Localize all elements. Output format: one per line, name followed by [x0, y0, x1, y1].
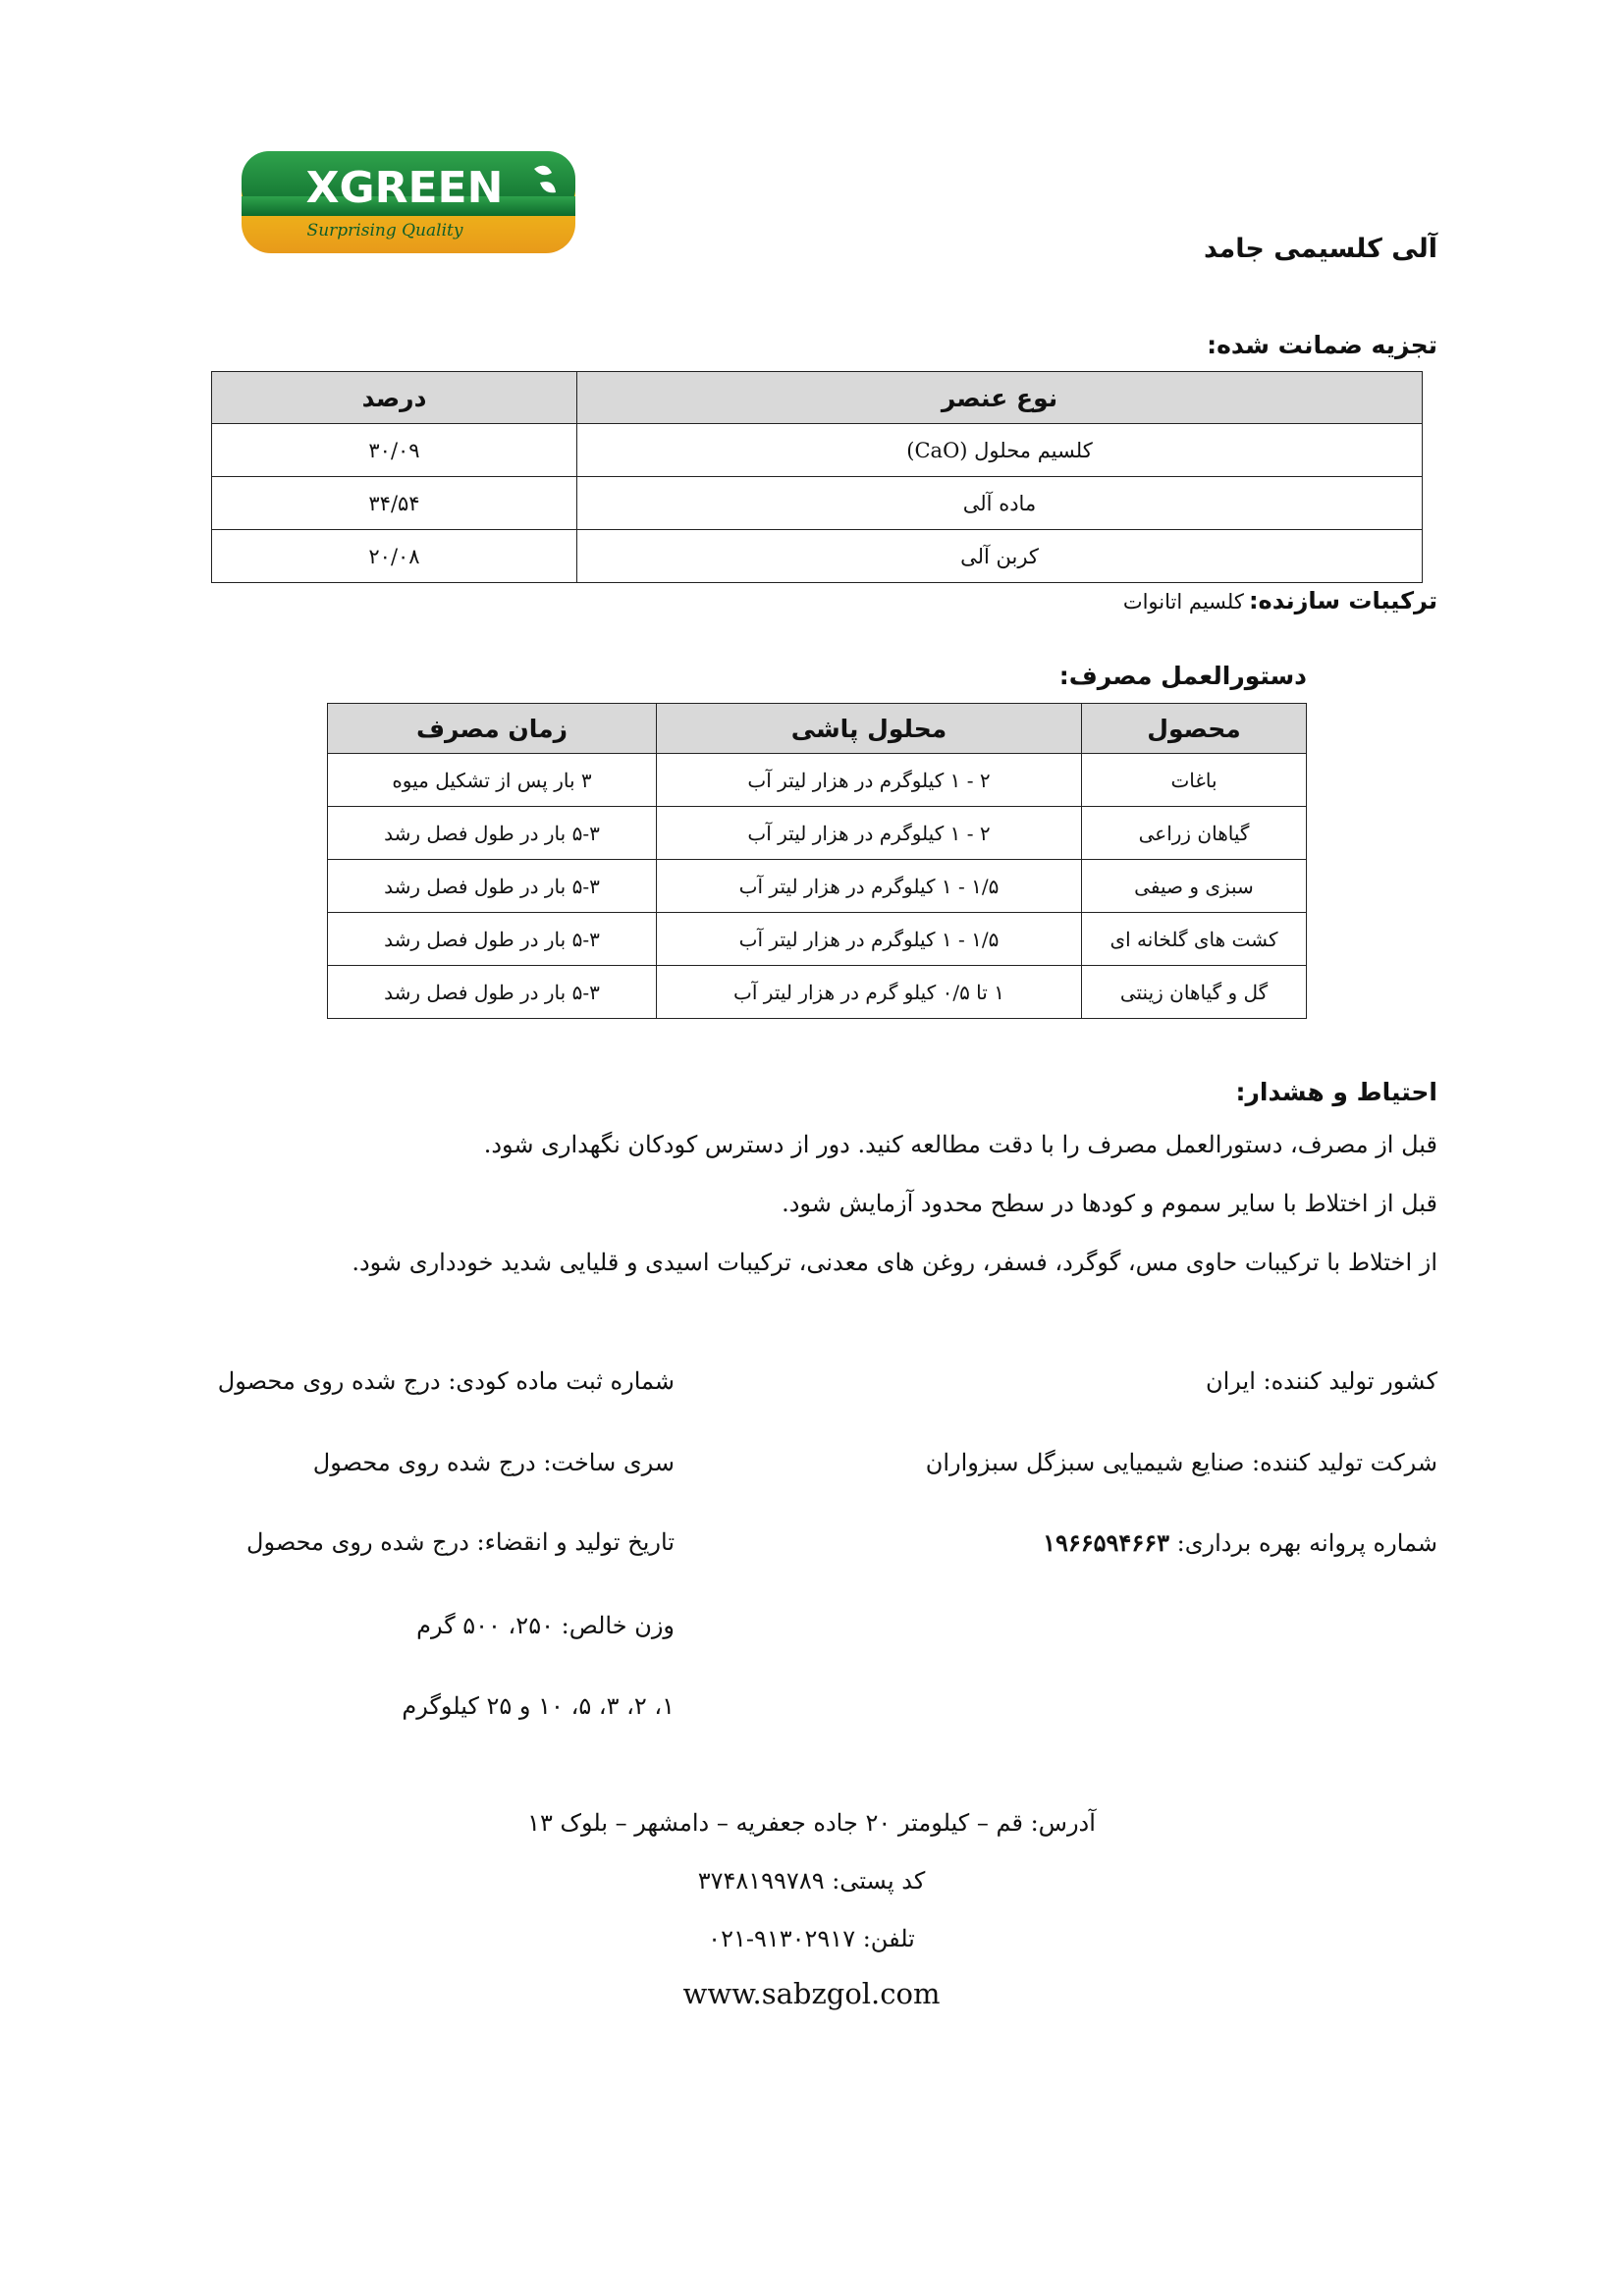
info-value: ۲۵۰، ۵۰۰ گرم — [416, 1612, 554, 1639]
info-label: شماره پروانه بهره برداری: — [1176, 1529, 1437, 1557]
info-weights-line: ۱، ۲، ۳، ۵، ۱۰ و ۲۵ کیلوگرم — [402, 1692, 675, 1720]
info-label: کشور تولید کننده: — [1263, 1367, 1437, 1395]
percent-cell: ۳۰/۰۹ — [212, 424, 577, 477]
table-row — [212, 530, 1423, 583]
percent-cell: ۲۰/۰۸ — [212, 530, 577, 583]
element-cell: کلسیم محلول (CaO) — [577, 424, 1423, 477]
warning-line: قبل از اختلاط با سایر سموم و کودها در سطح محدود آزمایش شود. — [782, 1190, 1437, 1217]
crop-cell: گیاهان زراعی — [1082, 807, 1307, 860]
header-percent: درصد — [212, 372, 577, 424]
info-label: سری ساخت: — [543, 1449, 675, 1476]
crop-cell: گل و گیاهان زینتی — [1082, 966, 1307, 1019]
info-label: شماره ثبت ماده کودی: — [448, 1367, 675, 1395]
info-value: صنایع شیمیایی سبزگل سبزواران — [925, 1449, 1245, 1476]
footer-address: آدرس: قم – کیلومتر ۲۰ جاده جعفریه – دامشهر – بلوک ۱۳ — [527, 1809, 1096, 1837]
xgreen-logo — [240, 147, 578, 257]
info-company — [926, 1449, 1437, 1476]
spray-cell: ۲ - ۱ کیلوگرم در هزار لیتر آب — [657, 754, 1082, 807]
spray-cell: ۱ تا ۰/۵ کیلو گرم در هزار لیتر آب — [657, 966, 1082, 1019]
info-label: شرکت تولید کننده: — [1252, 1449, 1437, 1476]
spray-cell: ۱/۵ - ۱ کیلوگرم در هزار لیتر آب — [657, 860, 1082, 913]
info-license — [1043, 1528, 1437, 1557]
info-registration — [218, 1367, 675, 1395]
header-time: زمان مصرف — [328, 704, 657, 754]
crop-cell: کشت های گلخانه ای — [1082, 913, 1307, 966]
ingredients-label: ترکیبات سازنده: — [1248, 587, 1437, 614]
table-header-row — [328, 704, 1307, 754]
analysis-table — [211, 371, 1423, 583]
table-row — [328, 754, 1307, 807]
time-cell: ۵-۳ بار در طول فصل رشد — [328, 807, 657, 860]
info-label: تاریخ تولید و انقضاء: — [476, 1528, 675, 1556]
logo-tagline: Surprising Quality — [306, 221, 463, 240]
info-label: وزن خالص: — [561, 1612, 675, 1639]
time-cell: ۵-۳ بار در طول فصل رشد — [328, 966, 657, 1019]
element-cell: ماده آلی — [577, 477, 1423, 530]
crop-cell: سبزی و صیفی — [1082, 860, 1307, 913]
table-row — [212, 424, 1423, 477]
footer-phone: تلفن: ۹۱۳۰۲۹۱۷-۰۲۱ — [708, 1925, 915, 1952]
table-row — [328, 913, 1307, 966]
header-element: نوع عنصر — [577, 372, 1423, 424]
warning-line: از اختلاط با ترکیبات حاوی مس، گوگرد، فسفر، روغن های معدنی، ترکیبات اسیدی و قلیایی شدید خودداری شود. — [352, 1249, 1437, 1276]
crop-cell: باغات — [1082, 754, 1307, 807]
warnings-heading: احتیاط و هشدار: — [1235, 1078, 1437, 1106]
header-spray: محلول پاشی — [657, 704, 1082, 754]
footer-website[interactable]: www.sabzgol.com — [682, 1977, 941, 2010]
info-net-weight — [416, 1612, 675, 1639]
table-row — [328, 966, 1307, 1019]
info-country — [1206, 1367, 1437, 1395]
footer-postal: کد پستی: ۳۷۴۸۱۹۹۷۸۹ — [697, 1867, 926, 1895]
table-row — [212, 477, 1423, 530]
ingredients-value: کلسیم اتانوات — [1122, 590, 1244, 614]
info-value: درج شده روی محصول — [246, 1528, 469, 1556]
info-value: ۱۹۶۶۵۹۴۶۶۳ — [1043, 1528, 1169, 1557]
time-cell: ۵-۳ بار در طول فصل رشد — [328, 913, 657, 966]
table-row — [328, 860, 1307, 913]
percent-cell: ۳۴/۵۴ — [212, 477, 577, 530]
time-cell: ۳ بار پس از تشکیل میوه — [328, 754, 657, 807]
usage-heading: دستورالعمل مصرف: — [1058, 662, 1307, 690]
ingredients-line — [1123, 587, 1437, 614]
table-header-row — [212, 372, 1423, 424]
spray-cell: ۱/۵ - ۱ کیلوگرم در هزار لیتر آب — [657, 913, 1082, 966]
time-cell: ۵-۳ بار در طول فصل رشد — [328, 860, 657, 913]
info-value: درج شده روی محصول — [217, 1367, 441, 1395]
table-row — [328, 807, 1307, 860]
analysis-heading: تجزیه ضمانت شده: — [1207, 331, 1437, 359]
warning-line: قبل از مصرف، دستورالعمل مصرف را با دقت مطالعه کنید. دور از دسترس کودکان نگهداری شود. — [483, 1131, 1437, 1158]
info-batch — [313, 1449, 675, 1476]
info-dates — [246, 1528, 675, 1556]
info-value: ایران — [1205, 1367, 1256, 1395]
spray-cell: ۲ - ۱ کیلوگرم در هزار لیتر آب — [657, 807, 1082, 860]
logo-brand: XGREEN — [305, 163, 504, 213]
element-cell: کربن آلی — [577, 530, 1423, 583]
header-crop: محصول — [1082, 704, 1307, 754]
info-value: درج شده روی محصول — [312, 1449, 536, 1476]
usage-table — [327, 703, 1307, 1019]
product-title: آلی کلسیمی جامد — [1203, 234, 1437, 264]
